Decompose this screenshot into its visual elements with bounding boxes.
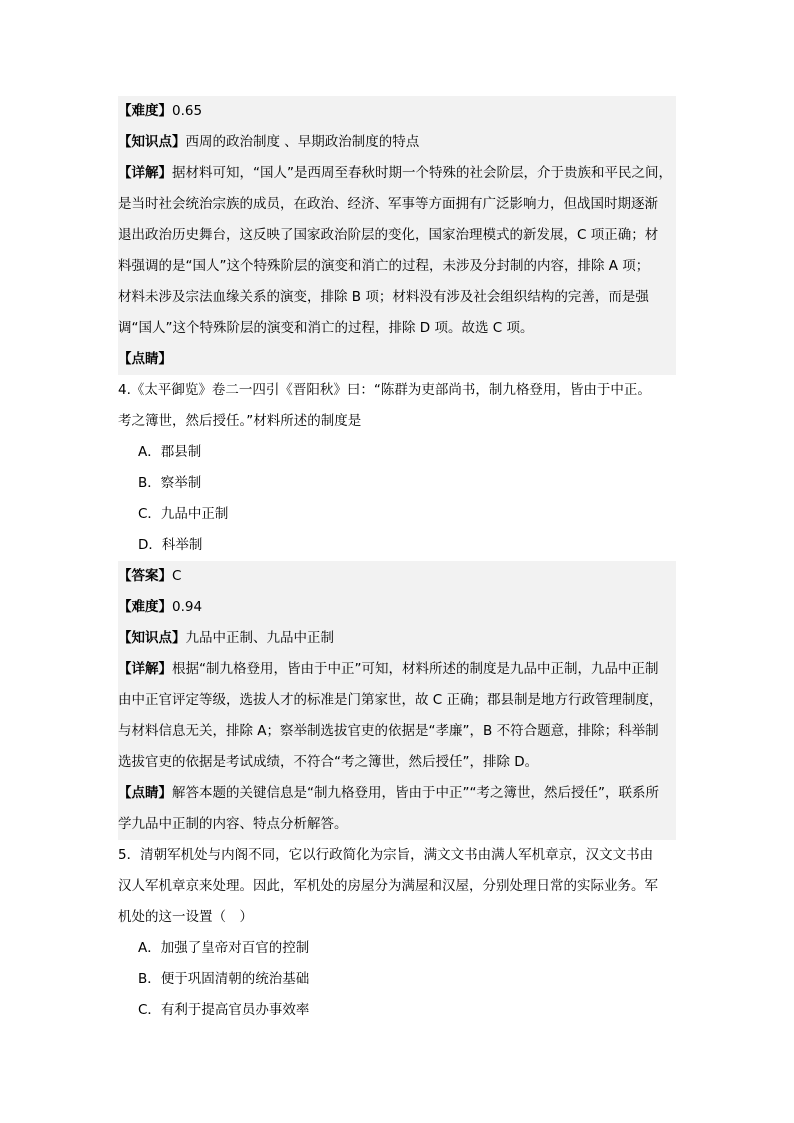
question-4-option-d: D．科举制 <box>138 537 203 553</box>
question-5-stem: 机处的这一设置（ ） <box>118 909 253 925</box>
difficulty-line: 【难度】0.65 <box>118 96 676 127</box>
detail-line: 料强调的是“国人”这个特殊阶层的演变和消亡的过程，未涉及分封制的内容，排除 A 项； <box>118 251 676 282</box>
detail-line: 【详解】据材料可知，“国人”是西周至春秋时期一个特殊的社会阶层，介于贵族和平民之间， <box>118 158 676 189</box>
detail-line: 选拔官吏的依据是考试成绩，不符合“考之簿世，然后授任”，排除 D。 <box>118 747 676 778</box>
question-4-option-b: B．察举制 <box>138 475 202 491</box>
question-4-stem: 考之簿世，然后授任。”材料所述的制度是 <box>118 413 362 429</box>
question-5-stem: 汉人军机章京来处理。因此，军机处的房屋分为满屋和汉屋，分别处理日常的实际业务。军 <box>118 878 658 894</box>
question-4-option-a: A．郡县制 <box>138 444 202 460</box>
question-5-option-c: C．有利于提高官员办事效率 <box>138 1002 310 1018</box>
comment-line: 学九品中正制的内容、特点分析解答。 <box>118 809 676 840</box>
difficulty-line: 【难度】0.94 <box>118 592 676 623</box>
question-5-option-b: B．便于巩固清朝的统治基础 <box>138 971 310 987</box>
detail-line: 调“国人”这个特殊阶层的演变和消亡的过程，排除 D 项。故选 C 项。 <box>118 313 676 344</box>
detail-line: 材料未涉及宗法血缘关系的演变，排除 B 项；材料没有涉及社会组织结构的完善，而是强 <box>118 282 676 313</box>
question-5-stem: 5．清朝军机处与内阁不同，它以行政简化为宗旨，满文文书由满人军机章京，汉文文书由 <box>118 847 654 863</box>
question-4-stem: 4.《太平御览》卷二一四引《晋阳秋》曰：“陈群为吏部尚书，制九格登用，皆由于中正。 <box>118 382 651 398</box>
detail-line: 由中正官评定等级，选拔人才的标准是门第家世，故 C 正确；郡县制是地方行政管理制度， <box>118 685 676 716</box>
question-5-option-a: A．加强了皇帝对百官的控制 <box>138 940 310 956</box>
question-4-option-c: C．九品中正制 <box>138 506 229 522</box>
detail-line: 退出政治历史舞台，这反映了国家政治阶层的变化，国家治理模式的新发展，C 项正确；材 <box>118 220 676 251</box>
comment-line: 【点睛】解答本题的关键信息是“制九格登用，皆由于中正”“考之簿世，然后授任”，联系所 <box>118 778 676 809</box>
document-page <box>118 96 676 1026</box>
knowledge-point-line: 【知识点】西周的政治制度 、早期政治制度的特点 <box>118 127 676 158</box>
answer-line: 【答案】C <box>118 561 676 592</box>
detail-line: 与材料信息无关，排除 A；察举制选拔官吏的依据是“孝廉”，B 不符合题意，排除；科举制 <box>118 716 676 747</box>
comment-line: 【点睛】 <box>118 344 676 375</box>
knowledge-point-line: 【知识点】九品中正制、九品中正制 <box>118 623 676 654</box>
detail-line: 是当时社会统治宗族的成员，在政治、经济、军事等方面拥有广泛影响力，但战国时期逐渐 <box>118 189 676 220</box>
detail-line: 【详解】根据“制九格登用，皆由于中正”可知，材料所述的制度是九品中正制，九品中正制 <box>118 654 676 685</box>
